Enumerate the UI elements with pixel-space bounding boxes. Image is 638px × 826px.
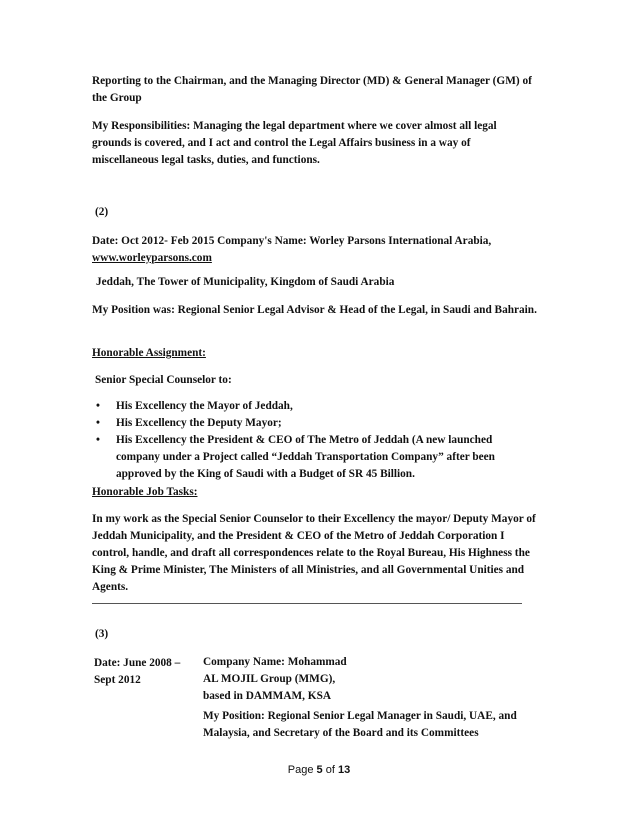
job-tasks-paragraph: [92, 511, 538, 596]
date-company-paragraph: [92, 233, 538, 267]
bullet-text: His Excellency the Deputy Mayor;: [116, 417, 282, 429]
reporting-text: Reporting to the Chairman, and the Managing Director (MD) & General Manager (GM) of the Group: [92, 75, 532, 104]
footer-page-number: 5: [316, 764, 323, 776]
section3-date-text: Date: June 2008 – Sept 2012: [94, 657, 181, 686]
date-company-text: Date: Oct 2012- Feb 2015 Company's Name: Worley Parsons International Arabia,: [92, 235, 492, 247]
responsibilities-text: My Responsibilities: Managing the legal department where we cover almost all legal grounds is covered, and I act and control the Legal Affairs business in a way of miscellaneous legal tasks, duties, and functions.: [92, 120, 497, 166]
position-text: My Position was: Regional Senior Legal Advisor & Head of the Legal, in Saudi and Bahrain.: [92, 304, 537, 316]
position-paragraph: [92, 302, 538, 319]
job-tasks-heading-text: Honorable Job Tasks:: [92, 486, 198, 498]
section3-company: [203, 654, 543, 705]
section3-date: [94, 655, 199, 689]
company-website-link[interactable]: www.worleyparsons.com: [92, 252, 212, 264]
list-item: [92, 415, 512, 432]
section3-position: [203, 708, 533, 742]
section3-position-text: My Position: Regional Senior Legal Manager in Saudi, UAE, and Malaysia, and Secretary of the Board and its Committees: [203, 710, 517, 739]
bullet-text: His Excellency the President & CEO of The Metro of Jeddah (A new launched company under a Project called “Jeddah Transportation Company” after been approved by the King of Saudi with a Budget of SR 45 Billion.: [116, 434, 495, 480]
job-tasks-heading: [92, 484, 538, 501]
list-item: [92, 432, 512, 483]
bullet-icon: •: [96, 434, 100, 446]
section-divider: [92, 603, 522, 604]
counselor-to-line: [95, 372, 541, 389]
section-number-3: (3): [95, 628, 109, 640]
footer-total-pages: 13: [337, 764, 351, 776]
company-line-2: AL MOJIL Group (MMG),: [203, 673, 336, 685]
reporting-paragraph: [92, 73, 538, 107]
assignment-heading: [92, 345, 538, 362]
bullet-icon: •: [96, 417, 100, 429]
responsibilities-paragraph: [92, 118, 538, 169]
bullet-text: His Excellency the Mayor of Jeddah,: [116, 400, 293, 412]
counselor-to-text: Senior Special Counselor to:: [95, 374, 232, 386]
company-line-3: based in DAMMAM, KSA: [203, 690, 332, 702]
bullet-icon: •: [96, 400, 100, 412]
assignment-bullet-list: [92, 398, 512, 483]
section-number-2: (2): [95, 206, 109, 218]
location-text: Jeddah, The Tower of Municipality, Kingdom of Saudi Arabia: [96, 276, 395, 288]
page-footer: [0, 764, 638, 776]
list-item: [92, 398, 512, 415]
job-tasks-text: In my work as the Special Senior Counselor to their Excellency the mayor/ Deputy Mayor of Jeddah Municipality, and the President & CEO of the Metro of Jeddah Corporation I control, handle, and draft all correspondences relate to the Royal Bureau, His Highness the King & Prime Minister, The Ministers of all Ministries, and all Governmental Unities and Agents.: [92, 513, 536, 593]
footer-of: of: [325, 764, 335, 776]
footer-prefix: Page: [287, 764, 314, 776]
location-paragraph: [96, 274, 542, 291]
company-line-1: Company Name: Mohammad: [203, 656, 347, 668]
assignment-heading-text: Honorable Assignment:: [92, 347, 206, 359]
